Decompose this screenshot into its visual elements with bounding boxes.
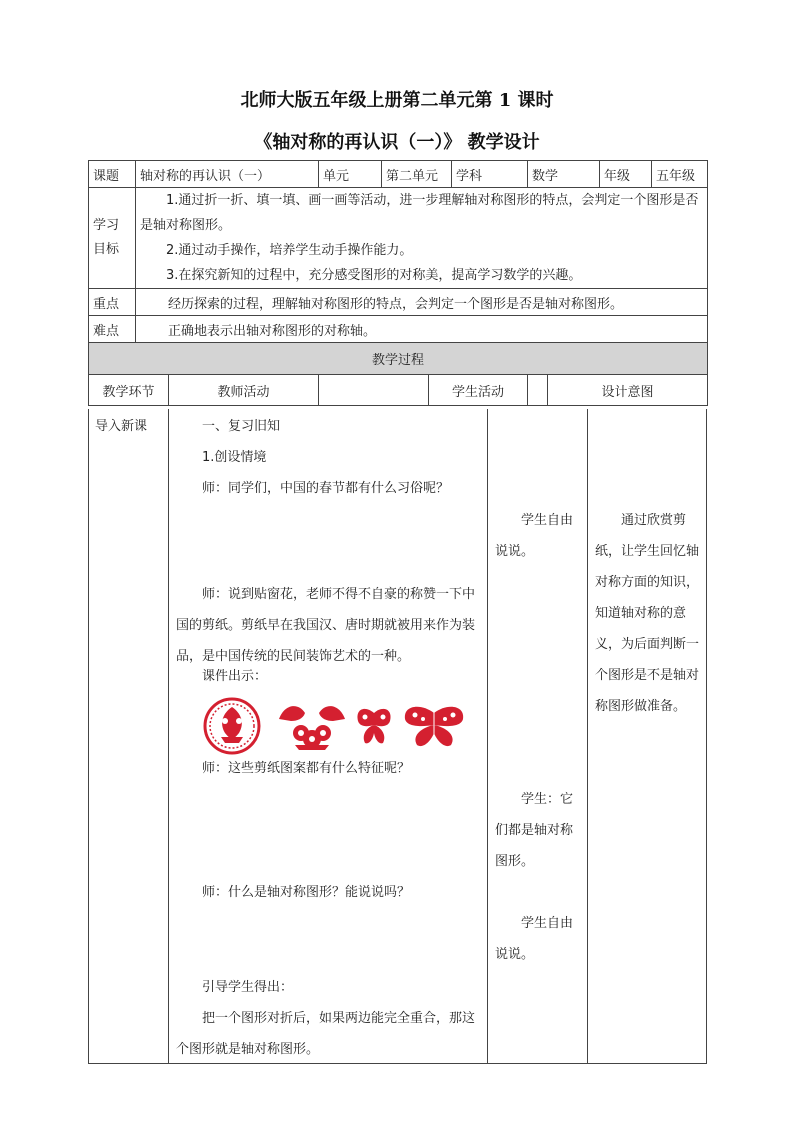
round-papercut-icon	[203, 697, 261, 755]
student-activity: 学生自由说说。	[495, 513, 574, 559]
difficulty-value: 正确地表示出轴对称图形的对称轴。	[136, 316, 708, 343]
doc-title: 北师大版五年级上册第二单元第 1 课时	[240, 90, 554, 111]
column-header-intent-cell	[528, 375, 708, 406]
unit-value: 第二单元	[382, 161, 452, 188]
key-value: 经历探索的过程，理解轴对称图形的特点，会判定一个图形是否是轴对称图形。	[136, 289, 708, 316]
teacher-line: 课件出示：	[202, 669, 268, 684]
teacher-paragraph: 师：说到贴窗花，老师不得不自豪的称赞一下中国的剪纸。剪纸早在我国汉、唐时期就被用来作为装品，是中国传统的民间装饰艺术的一种。	[176, 587, 476, 664]
objective-item: 3.在探究新知的过程中，充分感受图形的对称美，提高学习数学的兴趣。	[166, 268, 582, 283]
column-header-teacher-tail	[319, 375, 428, 405]
objective-item: 2.通过动手操作，培养学生动手操作能力。	[166, 243, 413, 258]
divider	[587, 409, 588, 1063]
key-label: 重点	[89, 289, 136, 316]
teacher-line: 一、复习旧知	[202, 419, 281, 434]
objective-item: 1.通过折一折、填一填、画一画等活动，进一步理解轴对称图形的特点，会判定一个图形是否是轴对称图形。	[140, 193, 699, 233]
column-header-stage-text: 教学环节	[89, 375, 169, 405]
divider	[487, 409, 488, 1063]
teacher-line: 师：这些剪纸图案都有什么特征呢？	[202, 761, 411, 776]
column-header-stage	[89, 375, 319, 406]
column-header-teacher: 教师活动	[217, 384, 270, 400]
lesson-table	[88, 160, 708, 406]
process-heading: 教学过程	[89, 343, 708, 375]
topic-label: 课题	[89, 161, 136, 188]
divider	[168, 409, 169, 1063]
column-header-intent: 设计意图	[547, 375, 707, 405]
student-activity: 学生自由说说。	[495, 916, 574, 962]
teacher-paragraph: 把一个图形对折后，如果两边能完全重合，那这个图形就是轴对称图形。	[176, 1011, 476, 1057]
grade-label: 年级	[600, 161, 652, 188]
topic-value: 轴对称的再认识（一）	[136, 161, 319, 188]
large-butterfly-icon	[401, 703, 467, 749]
teacher-line: 师：什么是轴对称图形？能说说吗？	[202, 885, 411, 900]
subject-label: 学科	[452, 161, 528, 188]
doc-subtitle: 《轴对称的再认识（一）》 教学设计	[254, 132, 540, 153]
small-butterfly-icon	[355, 705, 393, 747]
stage-name: 导入新课	[95, 419, 148, 434]
process-body	[88, 409, 707, 1064]
student-activity: 学生：它们都是轴对称图形。	[495, 792, 574, 869]
magpie-papercut-icon	[275, 699, 349, 751]
column-header-student: 学生活动	[428, 375, 527, 405]
design-intent: 通过欣赏剪纸，让学生回忆轴对称方面的知识，知道轴对称的意义，为后面判断一个图形是不是轴对称图形做准备。	[595, 513, 700, 714]
subject-value: 数学	[528, 161, 600, 188]
objectives-list	[136, 188, 708, 289]
grade-value: 五年级	[652, 161, 708, 188]
difficulty-label: 难点	[89, 316, 136, 343]
teacher-line: 1.创设情境	[202, 450, 267, 465]
objectives-label: 学习目标	[89, 188, 136, 289]
teacher-line: 师：同学们，中国的春节都有什么习俗呢？	[202, 481, 450, 496]
column-header-student-tail	[528, 375, 547, 405]
column-header-group	[319, 375, 528, 406]
teacher-line: 引导学生得出：	[202, 980, 294, 995]
unit-label: 单元	[319, 161, 382, 188]
